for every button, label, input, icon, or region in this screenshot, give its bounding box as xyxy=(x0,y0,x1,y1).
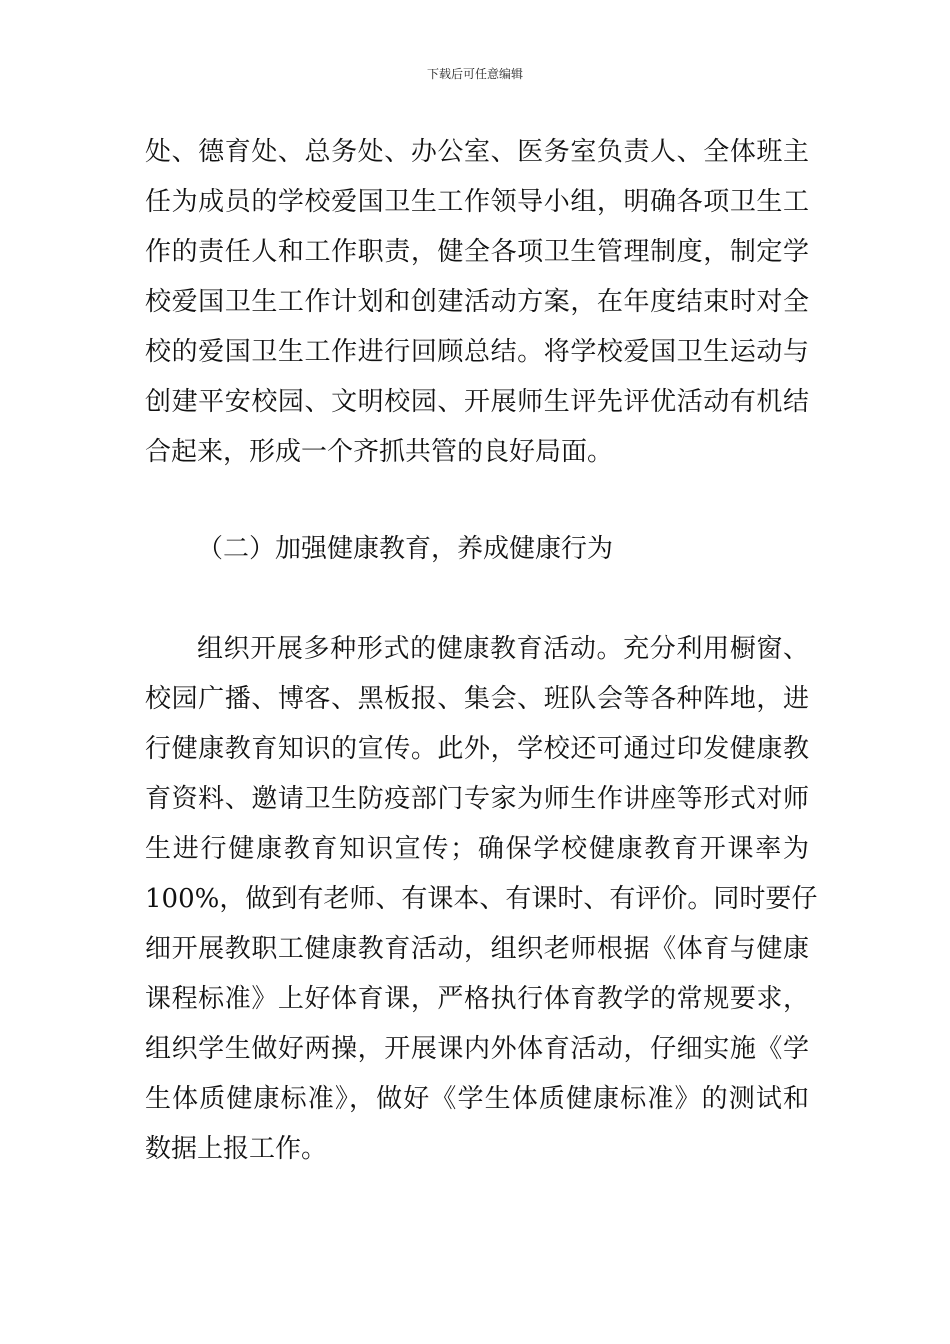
text-line: 生进行健康教育知识宣传；确保学校健康教育开课率为 xyxy=(145,834,809,864)
text-line: 校园广播、博客、黑板报、集会、班队会等各种阵地，进 xyxy=(145,684,809,714)
text-line: 校爱国卫生工作计划和创建活动方案，在年度结束时对全 xyxy=(145,287,809,317)
text-line: 组织学生做好两操，开展课内外体育活动，仔细实施《学 xyxy=(145,1034,809,1064)
text-line: 行健康教育知识的宣传。此外，学校还可通过印发健康教 xyxy=(145,734,809,764)
text-line: 处、德育处、总务处、办公室、医务室负责人、全体班主 xyxy=(145,137,809,167)
text-line: 100%，做到有老师、有课本、有课时、有评价。同时要仔 xyxy=(145,884,818,914)
text-line: 任为成员的学校爱国卫生工作领导小组，明确各项卫生工 xyxy=(145,187,809,217)
text-line: 作的责任人和工作职责，健全各项卫生管理制度，制定学 xyxy=(145,237,809,267)
paragraph-health-education xyxy=(145,624,818,1174)
paragraph-leadership-group xyxy=(145,127,809,477)
text-line: 创建平安校园、文明校园、开展师生评先评优活动有机结 xyxy=(145,387,809,417)
text-line: 组织开展多种形式的健康教育活动。充分利用橱窗、 xyxy=(197,634,809,664)
text-line: 课程标准》上好体育课，严格执行体育教学的常规要求， xyxy=(145,984,809,1014)
section-heading: （二）加强健康教育，养成健康行为 xyxy=(197,534,614,564)
text-line: 育资料、邀请卫生防疫部门专家为师生作讲座等形式对师 xyxy=(145,784,809,814)
text-line: 数据上报工作。 xyxy=(145,1134,328,1164)
text-line: 生体质健康标准》，做好《学生体质健康标准》的测试和 xyxy=(145,1084,809,1114)
page-header: 下载后可任意编辑 xyxy=(426,67,523,81)
text-line: 细开展教职工健康教育活动，组织老师根据《体育与健康 xyxy=(145,934,809,964)
text-line: 校的爱国卫生工作进行回顾总结。将学校爱国卫生运动与 xyxy=(145,337,809,367)
text-line: 合起来，形成一个齐抓共管的良好局面。 xyxy=(145,437,614,467)
